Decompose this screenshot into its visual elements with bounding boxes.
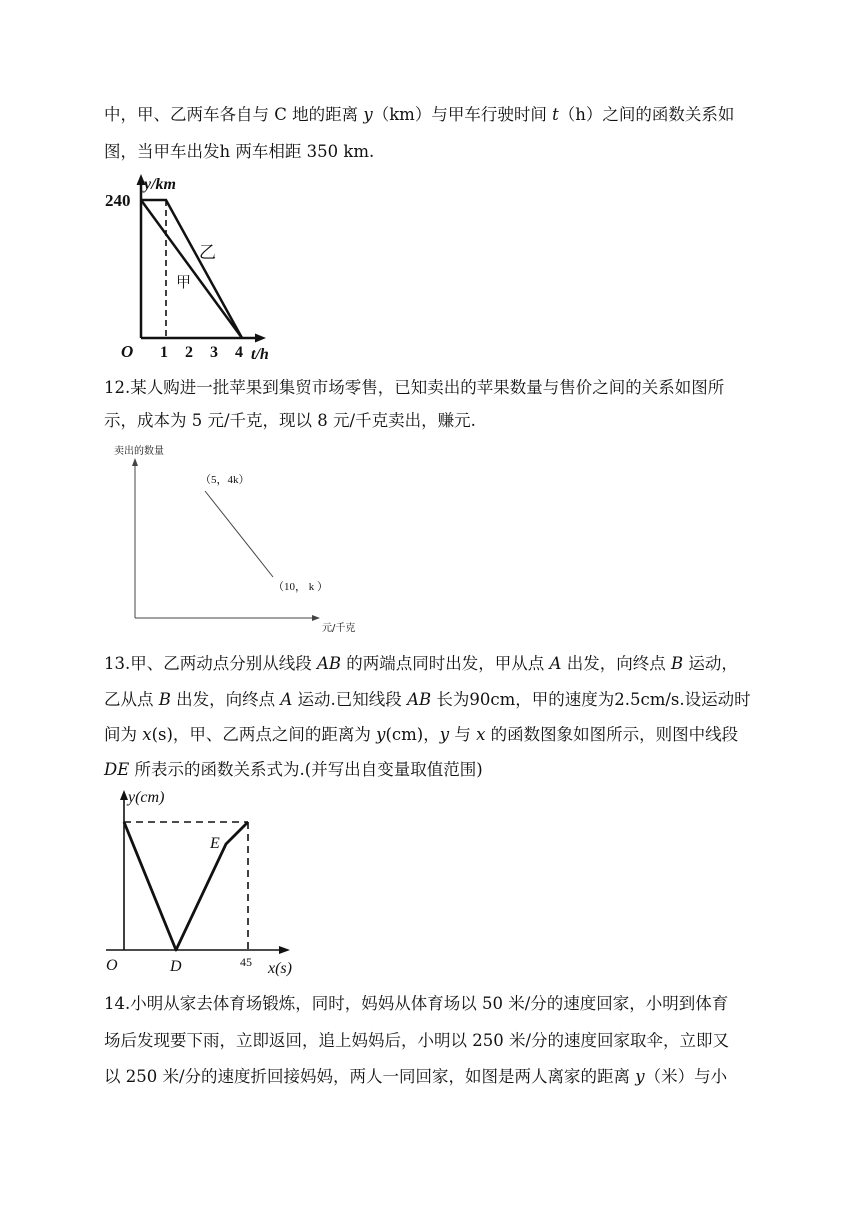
q13-origin: O (106, 957, 118, 974)
math-variable: y (439, 725, 450, 744)
q13-x-label: x(s) (268, 960, 292, 977)
q13-line-2 (104, 689, 751, 711)
q12-chart (110, 440, 370, 635)
q11-line-1 (104, 104, 734, 126)
q11-x-tick-2: 2 (185, 344, 193, 361)
q11-y-tick-240: 240 (105, 191, 131, 210)
math-variable: y (635, 1067, 645, 1086)
q12-line-2 (104, 410, 476, 434)
q11-label-jia: 甲 (176, 275, 192, 291)
math-variable: B (670, 654, 684, 673)
math-variable: y (376, 725, 386, 744)
q12-y-arrow (132, 458, 138, 466)
q11-x-tick-1: 1 (160, 344, 168, 361)
q12-y-label: 卖出的数量 (114, 446, 164, 457)
q12-x-arrow (312, 615, 320, 621)
q11-line-jia (141, 200, 242, 338)
q13-y-label: y(cm) (128, 789, 165, 806)
q14-line-2: 场后发现要下雨，立即返回，追上妈妈后，小明以 250 米/分的速度回家取伞，立即又 (104, 1031, 730, 1050)
text-segment: 以 250 米/分的速度折回接妈妈，两人一同回家，如图是两人离家的距离 (104, 1067, 636, 1086)
text-segment: （米）与小 (644, 1067, 728, 1086)
q13-line-1 (104, 653, 738, 675)
text-segment: 运动.已知线段 (292, 690, 408, 709)
q13-label-e: E (210, 835, 220, 852)
q11-x-tick-4: 4 (235, 344, 243, 361)
text-segment: 乙从点 (104, 690, 159, 709)
q14-line-1: 14.小明从家去体育场锻炼，同时，妈妈从体育场以 50 米/分的速度回家，小明到体育 (104, 994, 729, 1013)
q11-chart (100, 172, 290, 364)
text-segment: （km）与甲车行驶时间 (372, 105, 553, 124)
q11-y-label: y/km (144, 176, 176, 193)
q12-line-1: 12.某人购进一批苹果到集贸市场零售，已知卖出的苹果数量与售价之间的关系如图所 (104, 378, 725, 397)
q11-line-2-text: 图，当甲车出发 (104, 142, 220, 161)
q13-x-tick-45: 45 (240, 955, 252, 969)
text-segment: 中，甲、乙两车各自与 C 地的距离 (104, 105, 364, 124)
text-segment: 运动， (683, 654, 738, 673)
q13-line-3 (104, 724, 738, 746)
math-variable: AB (317, 654, 342, 673)
q13-distance-graph (124, 822, 248, 950)
math-variable: B (158, 690, 171, 709)
text-segment: 的两端点同时出发，甲从点 (341, 654, 550, 673)
q12-point-label-2: （10， k ） (273, 581, 328, 593)
q11-x-label: t/h (251, 346, 269, 363)
math-variable: x (142, 725, 152, 744)
text-segment: （h）之间的函数关系如 (558, 105, 735, 124)
text-segment: 13.甲、乙两动点分别从线段 (104, 654, 317, 673)
q14-line-3 (104, 1066, 727, 1088)
q12-x-label: 元/千克 (322, 623, 356, 634)
text-segment: 与 (449, 725, 477, 744)
q13-y-arrow (120, 790, 128, 800)
text-segment: 长为90cm，甲的速度为2.5cm/s.设运动时 (431, 690, 751, 709)
q11-origin: O (121, 342, 134, 361)
q12-line-2-text: 示，成本为 5 元/千克，现以 8 元/千克卖出，赚 (104, 411, 455, 430)
math-variable: A (549, 654, 562, 673)
text-segment: 出发，向终点 (170, 690, 281, 709)
q12-sales-line (205, 491, 273, 577)
q13-line-4-tail: .(并写出自变量取值范围) (299, 760, 483, 779)
math-variable: t (552, 105, 559, 124)
text-segment: (cm)， (385, 725, 440, 744)
q13-line-4-text (104, 760, 300, 779)
math-variable: A (280, 690, 293, 709)
text-segment: 所表示的函数关系式为 (129, 760, 300, 779)
math-variable: AB (407, 690, 432, 709)
text-segment: 的函数图象如图所示，则图中线段 (485, 725, 739, 744)
q13-label-d: D (170, 958, 182, 975)
q11-label-yi: 乙 (199, 243, 216, 262)
q12-point-label-1: （5，4k） (200, 474, 250, 486)
q13-chart (100, 786, 310, 978)
q13-x-arrow (279, 946, 290, 954)
text-segment: 出发，向终点 (561, 654, 671, 673)
q11-x-arrow (255, 334, 266, 343)
q11-x-tick-3: 3 (210, 344, 218, 361)
q11-line-2-tail: h 两车相距 350 km. (219, 142, 375, 161)
q13-line-4 (104, 759, 483, 783)
q12-line-2-tail: 元. (454, 411, 476, 430)
q11-line-2 (104, 141, 374, 165)
math-variable: x (476, 725, 486, 744)
text-segment: 间为 (104, 725, 143, 744)
math-variable: y (363, 105, 373, 124)
math-variable: DE (104, 760, 130, 779)
text-segment: (s)，甲、乙两点之间的距离为 (151, 725, 377, 744)
